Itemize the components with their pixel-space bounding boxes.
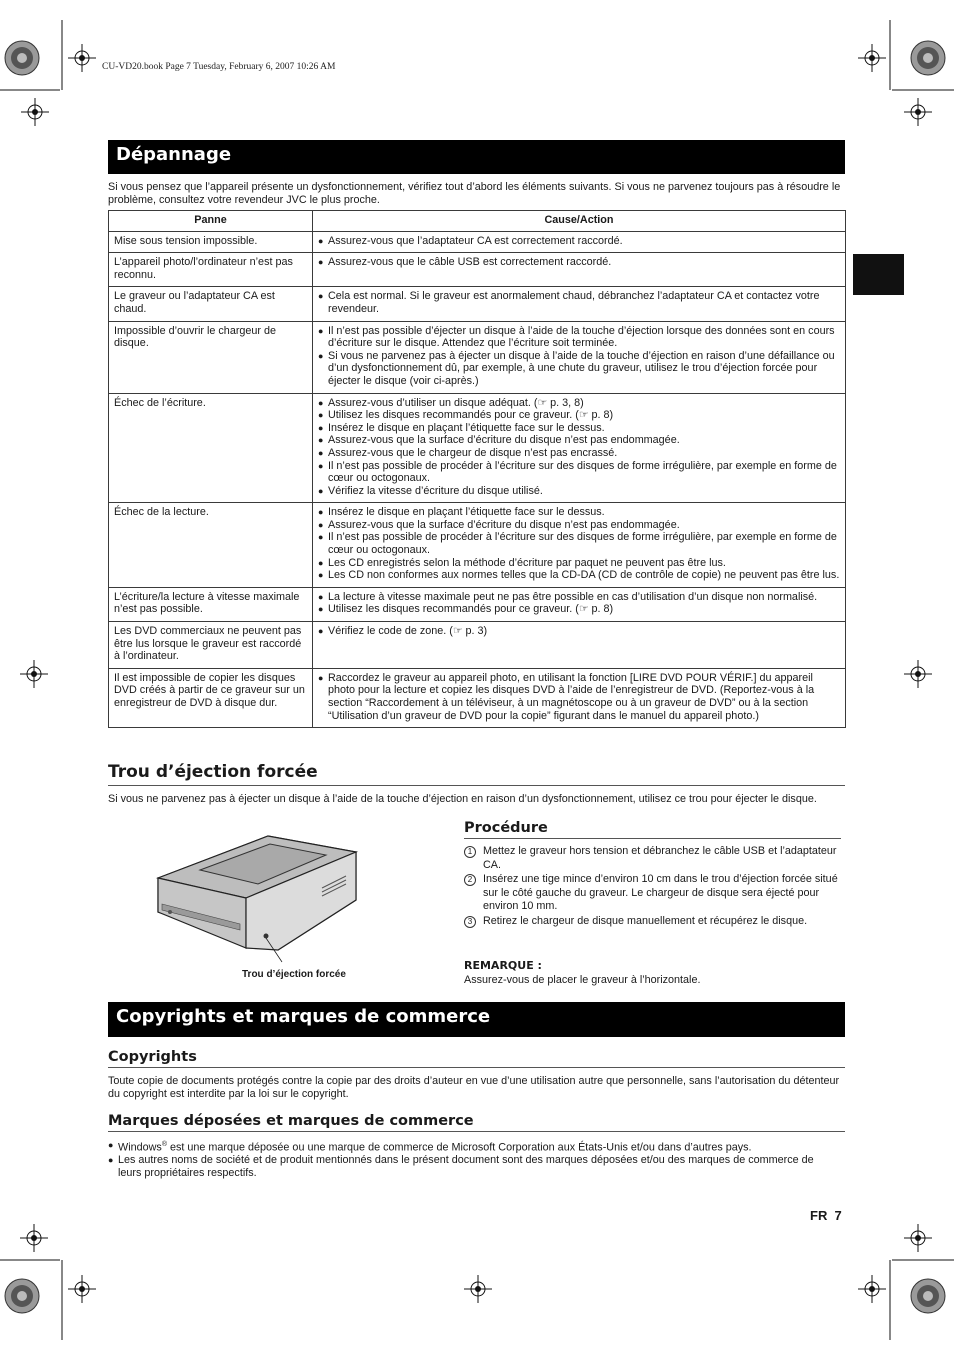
procedure-step [464, 915, 844, 929]
cause-text: Assurez-vous que le câble USB est correctement raccordé. [328, 256, 612, 269]
table-body [109, 231, 846, 728]
cause-text: Assurez-vous que l’adaptateur CA est correctement raccordé. [328, 234, 623, 247]
cause-text: Il n’est pas possible de procéder à l’écriture sur des disques de forme irrégulière, par exemple en forme de cœur ou octogonaux. [328, 531, 837, 557]
cause-text: Assurez-vous que la surface d’écriture du disque n’est pas endommagée. [328, 518, 680, 531]
copyrights-banner-title: Copyrights et marques de commerce [116, 1006, 491, 1027]
cause-text: Insérez le disque en plaçant l’étiquette face sur le dessus. [328, 421, 605, 434]
bullet-icon: ● [318, 410, 324, 421]
print-header: CU-VD20.book Page 7 Tuesday, February 6, 2007 10:26 AM [102, 62, 336, 72]
image-caption: Trou d’éjection forcée [242, 969, 346, 980]
step-number: 2 [464, 874, 476, 886]
panne-cell: Les DVD commerciaux ne peuvent pas être lus lorsque le graveur est raccordé à l’ordinateur. [109, 622, 313, 669]
other-trademarks-text: Les autres noms de société et de produit mentionnés dans le présent document sont des marques déposées et/ou des marques de commerce de leurs propriétaires respectifs. [118, 1154, 814, 1179]
panne-cell: L’écriture/la lecture à vitesse maximale n’est pas possible. [109, 587, 313, 621]
cause-cell [313, 587, 846, 621]
cause-item [318, 519, 841, 532]
panne-cell: Échec de l’écriture. [109, 393, 313, 503]
cause-text: Les CD enregistrés selon la méthode d’écriture par paquet ne peuvent pas être lus. [328, 556, 726, 569]
registered-mark: ® [161, 1141, 167, 1148]
bullet-icon: ● [318, 591, 324, 602]
cause-text: La lecture à vitesse maximale peut ne pas être possible en cas d’utilisation d’un disque non normalisé. [328, 590, 818, 603]
bullet-icon: ● [318, 235, 324, 246]
cause-item [318, 625, 841, 638]
cause-item [318, 256, 841, 269]
page-number: FR 7 [810, 1208, 842, 1223]
cause-cell [313, 321, 846, 393]
cause-cell [313, 668, 846, 727]
windows-trademark-text: est une marque déposée ou une marque de commerce de Microsoft Corporation aux États-Unis et/ou dans d’autres pays. [166, 1141, 752, 1154]
cause-cell [313, 622, 846, 669]
remarque-text: Assurez-vous de placer le graveur à l’horizontale. [464, 974, 701, 986]
copyrights-banner [108, 1002, 845, 1037]
procedure-step [464, 873, 844, 914]
bullet-icon: ● [318, 570, 324, 581]
ejection-title: Trou d’éjection forcée [108, 762, 845, 786]
cause-item [318, 397, 841, 410]
table-row [109, 622, 846, 669]
depannage-intro: Si vous pensez que l’appareil présente un dysfonctionnement, vérifiez tout d’abord les éléments suivants. Si vous ne parvenez toujours pas à résoudre le problème, consultez votre revendeur JVC le plus proche. [108, 181, 841, 206]
bullet-icon: ● [318, 325, 324, 336]
table-row [109, 253, 846, 287]
cause-item [318, 290, 841, 315]
cause-item [318, 672, 841, 722]
bullet-icon: ● [318, 507, 324, 518]
step-text: Retirez le chargeur de disque manuellement et récupérez le disque. [483, 914, 808, 927]
cause-text: Assurez-vous que la surface d’écriture du disque n’est pas endommagée. [328, 434, 680, 447]
cause-item [318, 350, 841, 388]
cause-item [318, 434, 841, 447]
cause-text: Vérifiez le code de zone. (☞ p. 3) [328, 625, 488, 638]
cause-item [318, 485, 841, 498]
table-row [109, 503, 846, 588]
bullet-icon: ● [318, 532, 324, 543]
bullet-icon: ● [318, 447, 324, 458]
cause-item [318, 325, 841, 350]
cause-text: Vérifiez la vitesse d’écriture du disque utilisé. [328, 484, 543, 497]
procedure-steps [464, 845, 844, 929]
cause-item [318, 235, 841, 248]
cause-cell [313, 253, 846, 287]
depannage-title: Dépannage [116, 144, 232, 165]
table-row [109, 587, 846, 621]
step-number: 3 [464, 916, 476, 928]
table-row [109, 231, 846, 253]
col-header-panne: Panne [109, 211, 313, 232]
cause-text: Si vous ne parvenez pas à éjecter un disque à l’aide de la touche d’éjection en raison d’une défaillance ou d’un dysfonctionnement dû, par exemple, à une chute du graveur, utilisez le trou d’éjection forcée pour éjecter le disque (voir ci-après.) [328, 349, 835, 387]
col-header-cause: Cause/Action [313, 211, 846, 232]
cause-cell [313, 287, 846, 321]
cause-item [318, 422, 841, 435]
table-header-row [109, 211, 846, 232]
bullet-icon: ● [318, 519, 324, 530]
cause-text: Assurez-vous que le chargeur de disque n’est pas encrassé. [328, 446, 618, 459]
cause-item [318, 409, 841, 422]
cause-item [318, 460, 841, 485]
list-item: ● Les autres noms de société et de produit mentionnés dans le présent document sont des marques déposées et/ou des marques de commerce de leurs propriétaires respectifs. [108, 1154, 814, 1179]
bullet-icon: ● [318, 460, 324, 471]
cause-item [318, 557, 841, 570]
step-number: 1 [464, 846, 476, 858]
cause-text: Utilisez les disques recommandés pour ce graveur. (☞ p. 8) [328, 603, 614, 616]
windows-word: Windows [118, 1141, 162, 1154]
cause-text: Il n’est pas possible de procéder à l’écriture sur des disques de forme irrégulière, par exemple en forme de cœur ou octogonaux. [328, 459, 837, 485]
cause-item [318, 591, 841, 604]
panne-cell: L’appareil photo/l’ordinateur n’est pas reconnu. [109, 253, 313, 287]
procedure-step [464, 845, 844, 872]
bullet-icon: ● [318, 257, 324, 268]
trademarks-title: Marques déposées et marques de commerce [108, 1113, 845, 1132]
depannage-banner [108, 140, 845, 174]
bullet-icon: ● [318, 626, 324, 637]
step-text: Insérez une tige mince d’environ 10 cm dans le trou d’éjection forcée situé sur le côté gauche du graveur. Le chargeur de disque sera éjecté pour environ 10 mm. [483, 873, 838, 912]
panne-cell: Il est impossible de copier les disques DVD créés à partir de ce graveur sur un enregistreur de DVD à disque dur. [109, 668, 313, 727]
copyrights-title: Copyrights [108, 1049, 845, 1068]
burner-illustration [150, 830, 370, 970]
panne-cell: Mise sous tension impossible. [109, 231, 313, 253]
bullet-icon: ● [318, 291, 324, 302]
cause-cell [313, 393, 846, 503]
cause-cell [313, 503, 846, 588]
bullet-icon: ● [318, 672, 324, 683]
table-row [109, 321, 846, 393]
procedure-title: Procédure [464, 820, 841, 839]
table-row [109, 393, 846, 503]
cause-item [318, 447, 841, 460]
cause-item [318, 531, 841, 556]
panne-cell: Le graveur ou l’adaptateur CA est chaud. [109, 287, 313, 321]
bullet-icon: ● [318, 485, 324, 496]
trademarks-list [108, 1139, 838, 1179]
cause-text: Insérez le disque en plaçant l’étiquette face sur le dessus. [328, 506, 605, 519]
cause-text: Raccordez le graveur au appareil photo, en utilisant la fonction [LIRE DVD POUR VÉRIF.] du appareil photo pour la lecture et copiez les disques DVD à l’aide de l’enregistreur de DVD. (Reportez-vous à la section “Raccordement à un téléviseur, à un magnétoscope ou à un graveur de DVD” ou à la section “Utilisation d’un graveur de DVD pour la copie” figurant dans le manuel du appareil photo.) [328, 671, 815, 722]
cause-text: Les CD non conformes aux normes telles que la CD-DA (CD de contrôle de copie) ne peuvent pas être lus. [328, 569, 840, 582]
list-item: ● Windows® est une marque déposée ou une marque de commerce de Microsoft Corporation aux États-Unis et/ou dans d’autres pays. [108, 1140, 752, 1154]
table-row [109, 668, 846, 727]
remarque-title: REMARQUE : [464, 959, 542, 972]
cause-text: Utilisez les disques recommandés pour ce graveur. (☞ p. 8) [328, 409, 614, 422]
bullet-icon: ● [318, 350, 324, 361]
bullet-icon: ● [318, 397, 324, 408]
cause-cell [313, 231, 846, 253]
bullet-icon: ● [318, 422, 324, 433]
table-row [109, 287, 846, 321]
bullet-icon: ● [318, 604, 324, 615]
language-side-tab [853, 254, 904, 295]
cause-item [318, 506, 841, 519]
cause-item [318, 603, 841, 616]
cause-item [318, 569, 841, 582]
panne-cell: Impossible d’ouvrir le chargeur de disque. [109, 321, 313, 393]
troubleshooting-table [108, 210, 846, 728]
cause-text: Assurez-vous d’utiliser un disque adéquat. (☞ p. 3, 8) [328, 396, 584, 409]
bullet-icon: ● [318, 435, 324, 446]
ejection-intro: Si vous ne parvenez pas à éjecter un disque à l’aide de la touche d’éjection en raison d’un dysfonctionnement, utilisez ce trou pour éjecter le disque. [108, 793, 817, 805]
bullet-icon: ● [318, 557, 324, 568]
cause-text: Cela est normal. Si le graveur est anormalement chaud, débranchez l’adaptateur CA et contactez votre revendeur. [328, 290, 820, 315]
panne-cell: Échec de la lecture. [109, 503, 313, 588]
copyrights-text: Toute copie de documents protégés contre la copie par des droits d’auteur en vue d’une utilisation autre que personnelle, sans l’autorisation du détenteur du copyright est interdite par la loi sur le copyright. [108, 1075, 840, 1100]
step-text: Mettez le graveur hors tension et débranchez le câble USB et l’adaptateur CA. [483, 845, 837, 871]
cause-text: Il n’est pas possible d’éjecter un disque à l’aide de la touche d’éjection lorsque des données sont en cours d’écriture sur le disque. Attendez que l’écriture soit terminée. [328, 324, 835, 350]
